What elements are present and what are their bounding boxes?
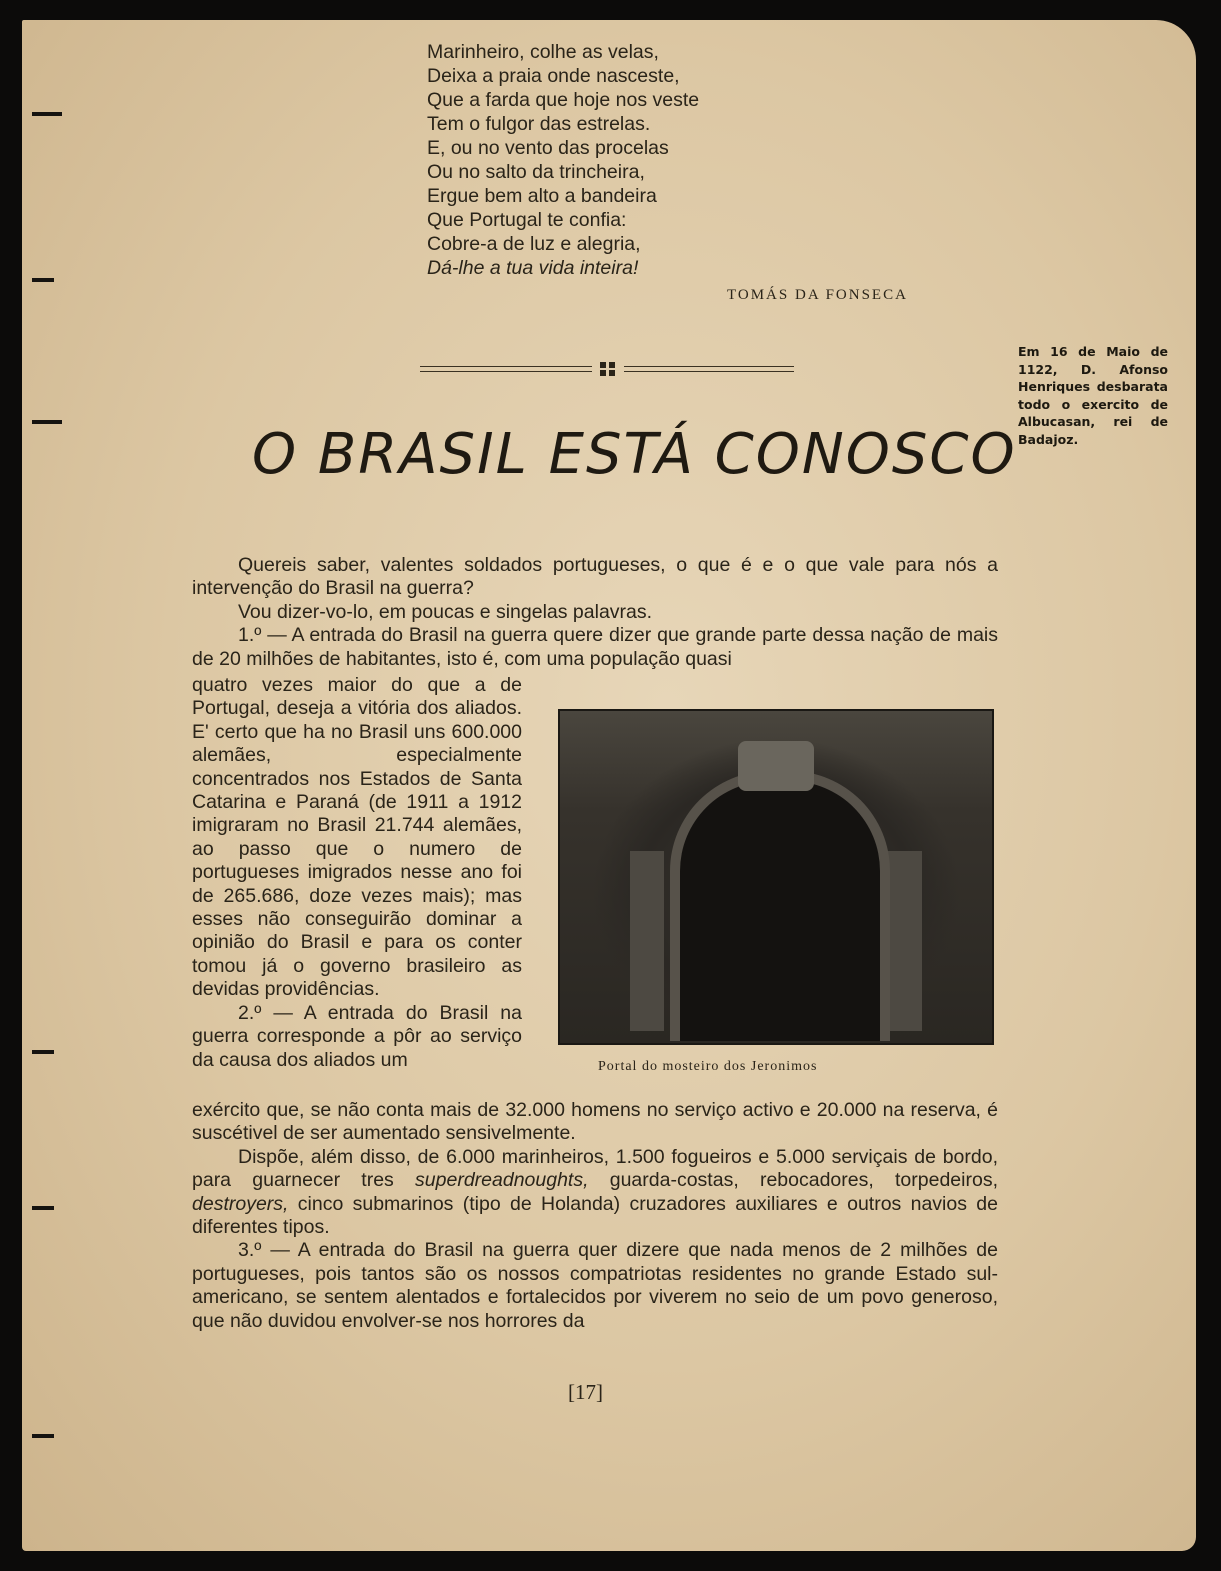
paragraph: exército que, se não conta mais de 32.000 homens no serviço activo e 20.000 na reserva, é suscétivel de ser aumentado sensivelmente. (192, 1099, 998, 1145)
document-page (22, 20, 1196, 1551)
poem-line: Dá-lhe a tua vida inteira! (427, 257, 639, 279)
paragraph: 3.º — A entrada do Brasil na guerra quer dizere que nada menos de 2 milhões de portugueses, pois tantos são os nossos compatriotas residentes no grande Estado sul-americano, se sentem alentados e fortalecidos por viverem no seio de um povo generoso, que não duvidou envolver-se nos horrores da (192, 1239, 998, 1332)
article-title: O BRASIL ESTÁ CONOSCO (252, 422, 1017, 487)
photo-column-right (888, 851, 922, 1031)
text-span: cinco submarinos (tipo de Holanda) cruzadores auxiliares e outros navios de diferentes tipos. (192, 1192, 998, 1239)
photo-archway (670, 771, 890, 1041)
article-wrapped-column (192, 674, 522, 1072)
binding-mark (32, 420, 62, 424)
divider-rule-left (420, 366, 592, 372)
photo-column-left (630, 851, 664, 1031)
poem-line: Deixa a praia onde nasceste, (427, 65, 680, 87)
page-number: [17] (568, 1380, 603, 1404)
binding-mark (32, 1434, 54, 1438)
poem-line: Que Portugal te confia: (427, 209, 627, 231)
poem-line: Que a farda que hoje nos veste (427, 89, 700, 111)
paragraph: 1.º — A entrada do Brasil na guerra quere dizer que grande parte dessa nação de mais de 20 milhões de habitantes, isto é, com uma população quasi (192, 624, 998, 670)
article-intro (192, 554, 998, 671)
poem-line: Ergue bem alto a bandeira (427, 185, 657, 207)
emphasis: destroyers, (192, 1192, 289, 1215)
paragraph (192, 1146, 998, 1240)
paragraph: quatro vezes maior do que a de Portugal, deseja a vitória dos aliados. E' certo que ha no Brasil uns 600.000 alemães, especialmente concentrados nos Estados de Santa Catarina e Paraná (de 1911 a 1912 imigraram no Brasil 21.744 alemães, ao passo que o numero de portugueses imigrados nesse ano foi de 265.686, doze vezes mais); mas esses não conseguirão dominar a opinião do Brasil e para os conter tomou já o governo brasileiro as devidas providências. (192, 674, 522, 1001)
ornament-icon (598, 361, 618, 377)
binding-mark (32, 1050, 54, 1054)
poem-line: Cobre-a de luz e alegria, (427, 233, 641, 255)
poem-line: E, ou no vento das procelas (427, 137, 669, 159)
ornamental-divider (420, 361, 794, 377)
binding-mark (32, 1206, 54, 1210)
photo-caption: Portal do mosteiro dos Jeronimos (598, 1059, 818, 1074)
poem-author: TOMÁS DA FONSECA (727, 287, 908, 303)
poem-line: Marinheiro, colhe as velas, (427, 41, 659, 63)
text-span: Dispõe, além disso, de 6.000 marinheiros, 1.500 fogueiros e 5.000 serviçais de bordo, para guarnecer tres (192, 1145, 998, 1192)
binding-mark (32, 278, 54, 282)
paragraph: Quereis saber, valentes soldados portugueses, o que é e o que vale para nós a intervenção do Brasil na guerra? (192, 554, 998, 600)
poem-line: Tem o fulgor das estrelas. (427, 113, 651, 135)
portal-photograph (558, 709, 994, 1045)
divider-rule-right (624, 366, 794, 372)
emphasis: superdreadnoughts, (415, 1169, 589, 1192)
paragraph: 2.º — A entrada do Brasil na guerra corresponde a pôr ao serviço da causa dos aliados um (192, 1001, 522, 1071)
binding-mark (32, 112, 62, 116)
paragraph: Vou dizer-vo-lo, em poucas e singelas palavras. (238, 600, 653, 623)
historical-sidenote: Em 16 de Maio de 1122, D. Afonso Henriques desbarata todo o exercito de Albucasan, rei de Badajoz. (1018, 344, 1168, 447)
photo-crest (738, 741, 814, 791)
poem-line: Ou no salto da trincheira, (427, 161, 645, 183)
poem (427, 40, 699, 280)
article-continued (192, 1099, 998, 1333)
text-span: guarda-costas, rebocadores, torpedeiros, (588, 1169, 998, 1192)
